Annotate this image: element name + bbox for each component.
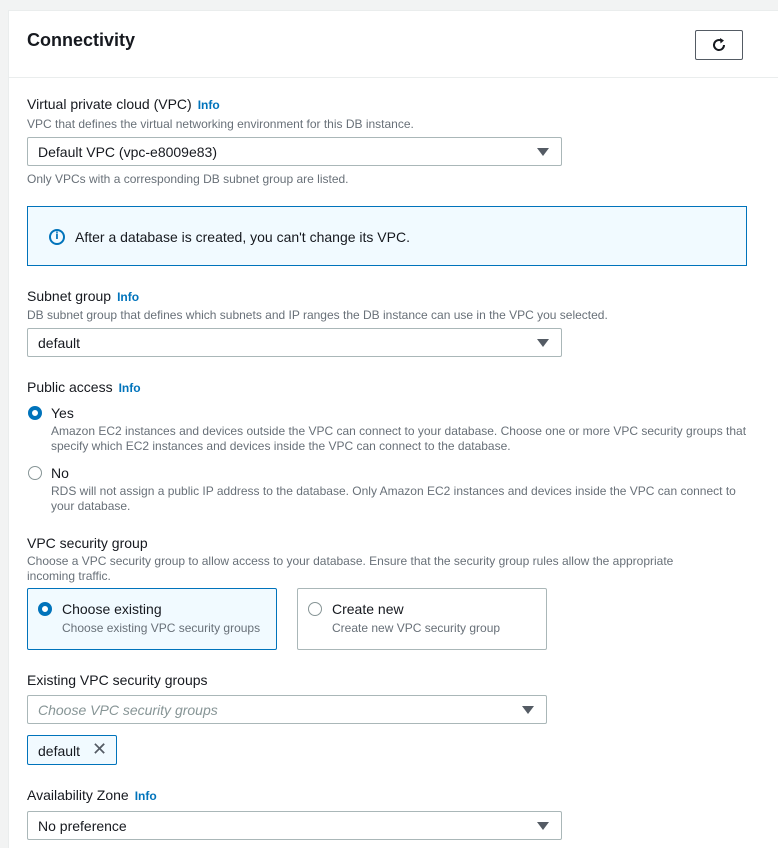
vpc-info-alert bbox=[27, 206, 747, 266]
availability-zone-label-row bbox=[27, 787, 157, 805]
close-icon[interactable]: ✕ bbox=[92, 739, 108, 760]
subnet-label: Subnet group bbox=[27, 288, 112, 304]
caret-down-icon bbox=[522, 706, 534, 714]
security-group-description: Choose a VPC security group to allow access to your database. Ensure that the security group rules allow the appropriate incoming traffic. bbox=[27, 554, 674, 583]
caret-down-icon bbox=[537, 822, 549, 830]
alert-text: After a database is created, you can't change its VPC. bbox=[75, 229, 410, 245]
choose-existing-radio[interactable] bbox=[38, 602, 52, 616]
availability-zone-info-link[interactable]: Info bbox=[134, 789, 157, 803]
connectivity-panel bbox=[8, 10, 778, 848]
public-access-yes-label: Yes bbox=[51, 405, 74, 421]
vpc-label-row bbox=[27, 96, 220, 114]
token-label: default bbox=[38, 743, 81, 759]
refresh-button[interactable] bbox=[695, 30, 743, 60]
vpc-select-value: Default VPC (vpc-e8009e83) bbox=[38, 144, 217, 160]
caret-down-icon bbox=[537, 339, 549, 347]
subnet-select[interactable] bbox=[27, 328, 562, 357]
tile-description: Create new VPC security group bbox=[332, 621, 501, 635]
refresh-icon bbox=[710, 36, 728, 54]
panel-header bbox=[9, 11, 778, 78]
public-access-label-row bbox=[27, 379, 141, 397]
security-group-label: VPC security group bbox=[27, 535, 148, 551]
vpc-label: Virtual private cloud (VPC) bbox=[27, 96, 192, 112]
availability-zone-value: No preference bbox=[38, 818, 127, 834]
subnet-label-row bbox=[27, 288, 139, 306]
public-access-yes-description: Amazon EC2 instances and devices outside the VPC can connect to your database. Choose one or more VPC security groups that specify which EC2 instances and devices inside the VPC can connect to the database. bbox=[51, 424, 747, 453]
create-new-radio[interactable] bbox=[308, 602, 322, 616]
tile-create-new[interactable] bbox=[297, 588, 547, 650]
tile-description: Choose existing VPC security groups bbox=[62, 621, 261, 635]
public-access-yes-radio[interactable] bbox=[28, 406, 42, 420]
availability-zone-label: Availability Zone bbox=[27, 787, 129, 803]
subnet-select-value: default bbox=[38, 335, 81, 351]
vpc-info-link[interactable]: Info bbox=[197, 98, 220, 112]
availability-zone-select[interactable] bbox=[27, 811, 562, 840]
public-access-no-radio[interactable] bbox=[28, 466, 42, 480]
info-circle-icon: i bbox=[49, 229, 65, 245]
existing-groups-placeholder: Choose VPC security groups bbox=[38, 702, 218, 718]
existing-groups-label: Existing VPC security groups bbox=[27, 672, 208, 688]
tile-title: Choose existing bbox=[62, 601, 162, 617]
vpc-select[interactable] bbox=[27, 137, 562, 166]
existing-groups-select[interactable] bbox=[27, 695, 547, 724]
security-group-token bbox=[27, 735, 117, 765]
subnet-info-link[interactable]: Info bbox=[117, 290, 140, 304]
page-title: Connectivity bbox=[27, 30, 136, 50]
vpc-hint: Only VPCs with a corresponding DB subnet group are listed. bbox=[27, 172, 349, 186]
public-access-no-description: RDS will not assign a public IP address to the database. Only Amazon EC2 instances and devices inside the VPC can connect to your database. bbox=[51, 484, 736, 513]
caret-down-icon bbox=[537, 148, 549, 156]
tile-title: Create new bbox=[332, 601, 404, 617]
vpc-description: VPC that defines the virtual networking environment for this DB instance. bbox=[27, 117, 414, 131]
public-access-info-link[interactable]: Info bbox=[118, 381, 141, 395]
public-access-no-label: No bbox=[51, 465, 69, 481]
tile-choose-existing[interactable] bbox=[27, 588, 277, 650]
public-access-label: Public access bbox=[27, 379, 113, 395]
subnet-description: DB subnet group that defines which subnets and IP ranges the DB instance can use in the VPC you selected. bbox=[27, 308, 608, 322]
